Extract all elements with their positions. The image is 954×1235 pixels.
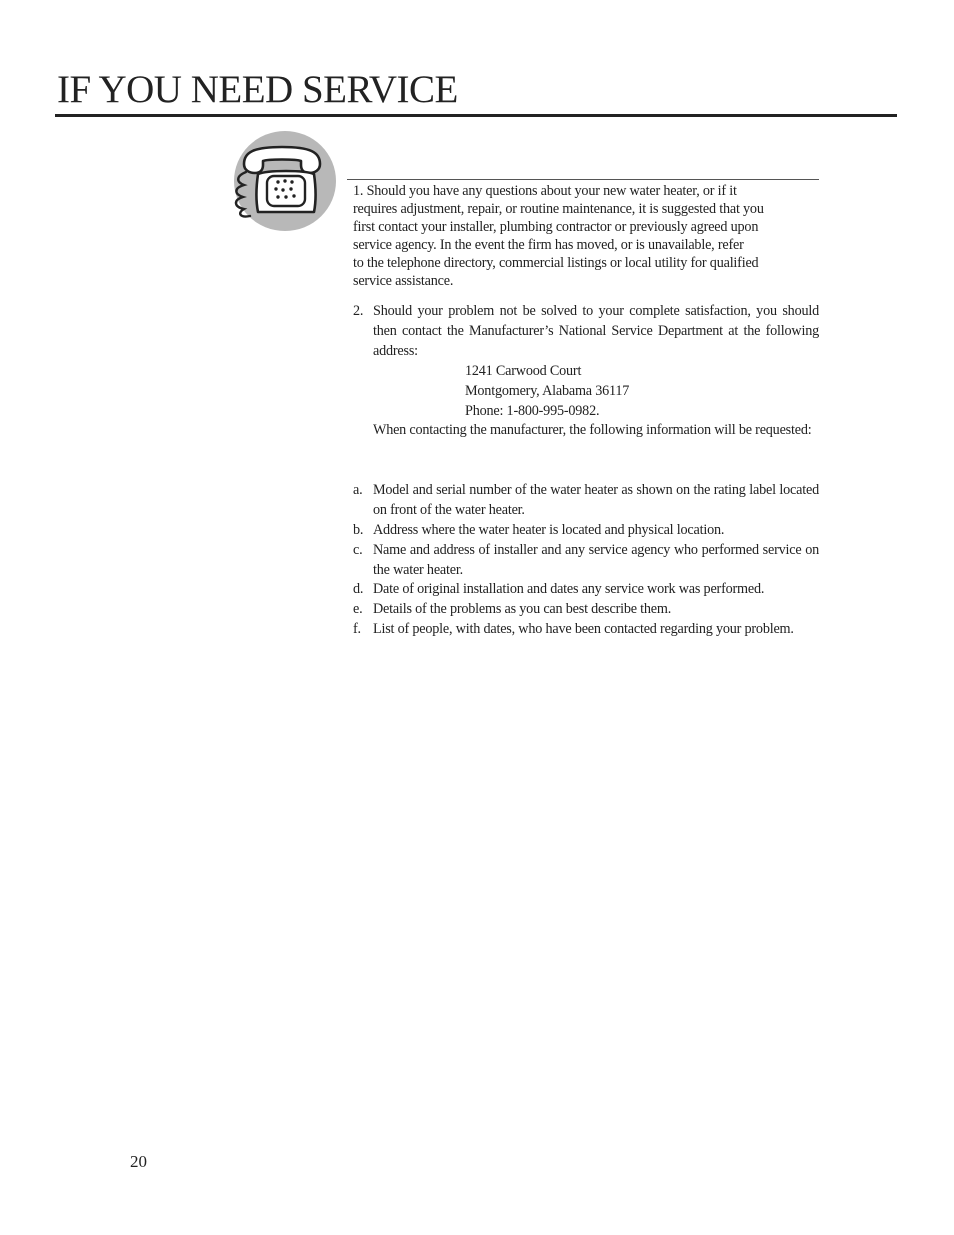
list-item — [353, 579, 819, 599]
address-city: Montgomery, Alabama 36117 — [465, 383, 630, 399]
list-item — [353, 599, 819, 619]
title-divider — [55, 114, 897, 117]
address-street: 1241 Carwood Court — [465, 363, 582, 379]
list-item — [353, 619, 819, 639]
list-item-text: Details of the problems as you can best describe them. — [373, 601, 672, 617]
list-marker: f. — [353, 621, 361, 637]
followup-text: When contacting the manufacturer, the following information will be requested: — [373, 422, 812, 438]
page-number: 20 — [130, 1152, 147, 1171]
p1-line: first contact your installer, plumbing contractor or previously agreed upon — [353, 219, 759, 235]
p1-line: to the telephone directory, commercial listings or local utility for qualified — [353, 255, 759, 271]
p1-line: service agency. In the event the firm has moved, or is unavailable, refer — [353, 237, 744, 253]
list-marker: 2. — [353, 303, 364, 319]
list-marker: e. — [353, 601, 363, 617]
p1-line: service assistance. — [353, 273, 454, 289]
list-marker: a. — [353, 482, 363, 498]
paragraph-2-text: Should your problem not be solved to your complete satisfaction, you should then contact the Manufacturer’s National Service Department at the following address: — [373, 303, 819, 359]
page-title: IF YOU NEED SERVICE — [57, 68, 458, 111]
list-marker: b. — [353, 522, 364, 538]
list-item — [353, 480, 819, 520]
p1-line: requires adjustment, repair, or routine maintenance, it is suggested that you — [353, 201, 764, 217]
list-item — [353, 520, 819, 540]
telephone-icon — [228, 130, 336, 234]
list-marker: c. — [353, 542, 363, 558]
content-divider — [347, 179, 819, 180]
list-marker: d. — [353, 581, 364, 597]
list-item-text: Date of original installation and dates any service work was performed. — [373, 581, 765, 597]
list-item-text: List of people, with dates, who have been contacted regarding your problem. — [373, 621, 794, 637]
list-item-text: Name and address of installer and any service agency who performed service on the water heater. — [373, 542, 819, 578]
address-phone: Phone: 1-800-995-0982. — [465, 403, 600, 419]
list-item — [353, 540, 819, 580]
paragraph-2-followup — [353, 420, 819, 440]
list-item-text: Address where the water heater is located and physical location. — [373, 522, 725, 538]
p1-line: 1. Should you have any questions about your new water heater, or if it — [353, 183, 737, 199]
paragraph-1 — [353, 182, 819, 290]
list-item-text: Model and serial number of the water heater as shown on the rating label located on front of the water heater. — [373, 482, 819, 518]
paragraph-2 — [353, 301, 819, 361]
